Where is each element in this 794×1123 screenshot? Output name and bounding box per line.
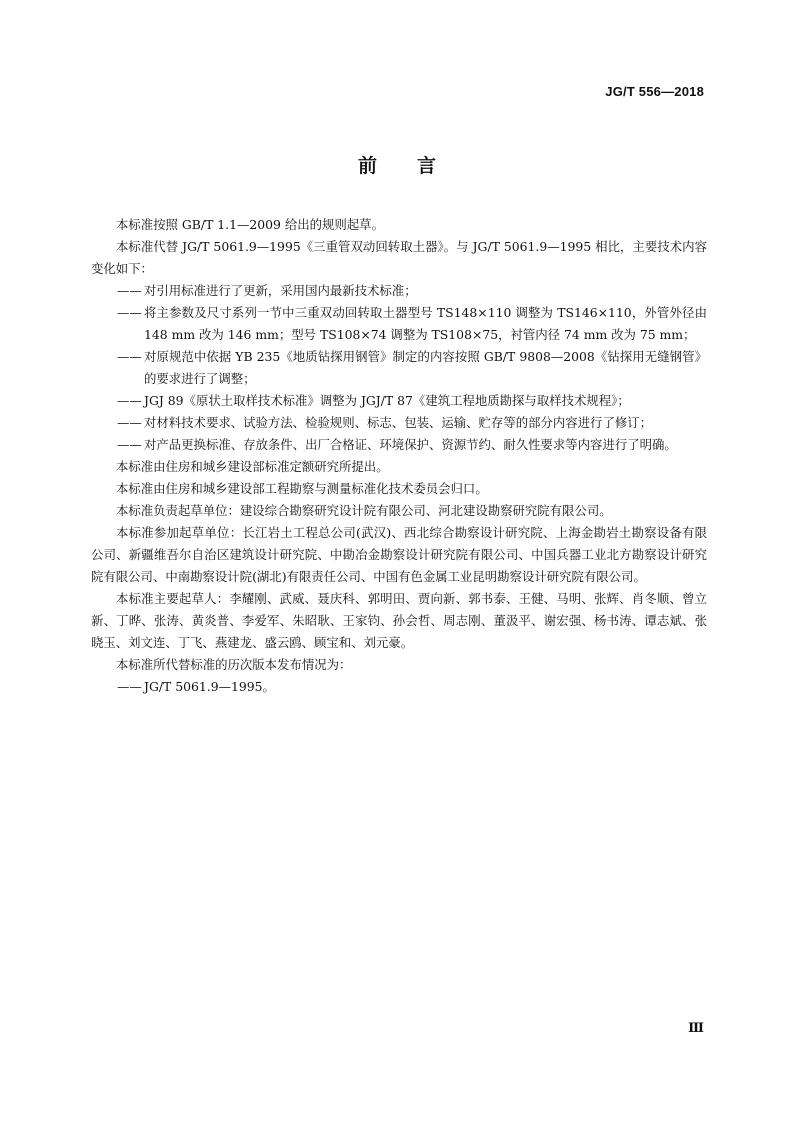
change-item-text: 对引用标准进行了更新，采用国内最新技术标准； (144, 283, 417, 298)
document-code: JG/T 556—2018 (605, 84, 704, 99)
paragraph-authors: 本标准主要起草人：李耀刚、武威、聂庆科、郭明田、贾向新、郭书泰、王健、马明、张辉、肖冬顺、曾立新、丁晔、张涛、黄炎普、李爱军、朱昭耿、王家钧、孙会哲、周志刚、董汲平、谢宏强、杨书涛、谭志斌、张晓玉、刘文连、丁飞、燕建龙、盛云鸥、顾宝和、刘元豪。 (91, 591, 707, 650)
change-item-text: 将主参数及尺寸系列一节中三重双动回转取土器型号 TS148×110 调整为 TS146×110，外管外径由 148 mm 改为 146 mm；型号 TS108×74 调整为 TS108×75，衬管内径 74 mm 改为 75 mm； (144, 305, 707, 342)
paragraph-replacement: 本标准代替 JG/T 5061.9—1995《三重管双动回转取土器》。与 JG/T 5061.9—1995 相比，主要技术内容变化如下： (91, 239, 707, 276)
change-item (91, 346, 707, 390)
change-item (91, 302, 707, 346)
page-number: Ⅲ (688, 1021, 704, 1036)
dash-marker: —— (117, 305, 142, 320)
paragraph-history-intro: 本标准所代替标准的历次版本发布情况为： (116, 657, 352, 672)
change-item (91, 280, 707, 302)
change-item (91, 434, 707, 456)
dash-marker: —— (117, 393, 142, 408)
dash-marker: —— (117, 283, 142, 298)
change-item (91, 390, 707, 412)
paragraph-drafting-rule: 本标准按照 GB/T 1.1—2009 给出的规则起草。 (116, 217, 384, 232)
change-item (91, 412, 707, 434)
paragraph-lead-drafters: 本标准负责起草单位：建设综合勘察研究设计院有限公司、河北建设勘察研究院有限公司。 (116, 503, 612, 518)
history-item-text: JG/T 5061.9—1995。 (144, 679, 275, 694)
dash-marker: —— (117, 349, 142, 364)
change-item-text: JGJ 89《原状土取样技术标准》调整为 JGJ/T 87《建筑工程地质勘探与取样技术规程》； (144, 393, 630, 408)
change-item-text: 对原规范中依据 YB 235《地质钻探用钢管》制定的内容按照 GB/T 9808—2008《钻探用无缝钢管》的要求进行了调整； (144, 349, 707, 386)
paragraph-committee: 本标准由住房和城乡建设部工程勘察与测量标准化技术委员会归口。 (116, 481, 488, 496)
change-item-text: 对产品更换标准、存放条件、出厂合格证、环境保护、资源节约、耐久性要求等内容进行了明确。 (144, 437, 677, 452)
dash-marker: —— (117, 415, 142, 430)
paragraph-participants: 本标准参加起草单位：长江岩土工程总公司(武汉)、西北综合勘察设计研究院、上海金勘岩土勘察设备有限公司、新疆维吾尔自治区建筑设计研究院、中勘冶金勘察设计研究院有限公司、中国兵器工业北方勘察设计研究院有限公司、中南勘察设计院(湖北)有限责任公司、中国有色金属工业昆明勘察设计研究院有限公司。 (91, 525, 707, 584)
history-item (91, 676, 707, 698)
dash-marker: —— (117, 437, 142, 452)
dash-marker: —— (117, 679, 142, 694)
page-title: 前言 (357, 155, 476, 177)
paragraph-proposer: 本标准由住房和城乡建设部标准定额研究所提出。 (116, 459, 389, 474)
change-item-text: 对材料技术要求、试验方法、检验规则、标志、包装、运输、贮存等的部分内容进行了修订； (144, 415, 653, 430)
foreword-body (91, 214, 707, 698)
